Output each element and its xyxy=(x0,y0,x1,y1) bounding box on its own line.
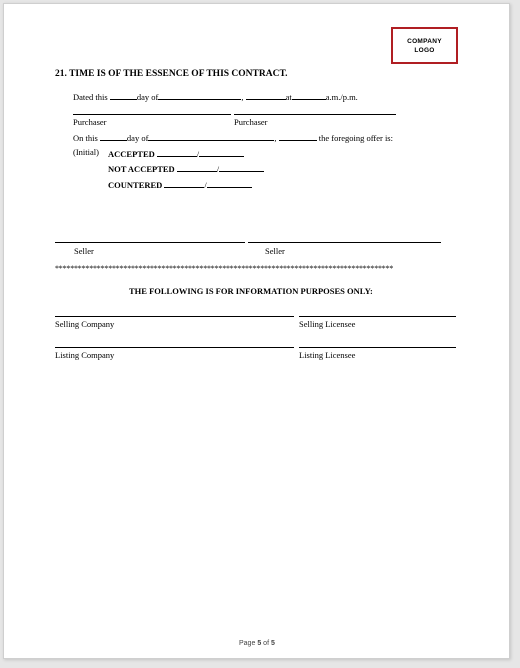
document-page xyxy=(3,3,510,659)
page-label: Page xyxy=(239,640,256,647)
countered-row xyxy=(108,178,252,190)
purchaser-label-1: Purchaser xyxy=(73,117,107,127)
listing-company-line[interactable] xyxy=(55,347,294,348)
not-accepted-row xyxy=(108,162,264,174)
initial-label: (Initial) xyxy=(73,147,99,157)
listing-licensee-label: Listing Licensee xyxy=(299,350,356,360)
seller-label-1: Seller xyxy=(74,246,94,256)
dated-prefix: Dated this xyxy=(73,92,108,102)
purchaser-signature-line-2[interactable] xyxy=(234,114,396,115)
on-this-day-blank[interactable] xyxy=(100,131,127,141)
dated-month-blank[interactable] xyxy=(158,90,244,102)
dated-line xyxy=(73,90,358,102)
not-accepted-slash: / xyxy=(216,164,220,174)
selling-licensee-label: Selling Licensee xyxy=(299,319,356,329)
on-this-comma: , xyxy=(274,133,277,143)
countered-label: COUNTERED xyxy=(108,180,163,190)
countered-initial-1[interactable] xyxy=(164,178,207,190)
page-of: of xyxy=(263,640,270,647)
seller-signature-line-1[interactable] xyxy=(55,242,245,243)
on-this-day-of: day of xyxy=(126,133,149,143)
seller-signature-line-2[interactable] xyxy=(248,242,441,243)
info-heading: THE FOLLOWING IS FOR INFORMATION PURPOSES ONLY: xyxy=(129,286,373,296)
selling-licensee-line[interactable] xyxy=(299,316,456,317)
accepted-slash: / xyxy=(196,149,200,159)
on-this-prefix: On this xyxy=(73,133,98,143)
dated-time-blank[interactable] xyxy=(292,90,326,100)
not-accepted-label: NOT ACCEPTED xyxy=(108,164,175,174)
countered-slash: / xyxy=(204,180,207,190)
star-separator: ***************************************************************************************** xyxy=(55,264,394,273)
dated-year-blank[interactable] xyxy=(246,90,286,100)
not-accepted-initial-2[interactable] xyxy=(216,162,264,174)
listing-company-label: Listing Company xyxy=(55,350,115,360)
seller-label-2: Seller xyxy=(265,246,285,256)
selling-company-label: Selling Company xyxy=(55,319,115,329)
listing-licensee-line[interactable] xyxy=(299,347,456,348)
purchaser-label-2: Purchaser xyxy=(234,117,268,127)
dated-ampm: a.m./p.m. xyxy=(325,92,358,102)
on-this-month-blank[interactable] xyxy=(148,131,277,143)
accepted-initial-1[interactable] xyxy=(157,147,200,159)
on-this-line xyxy=(73,131,393,143)
accepted-label: ACCEPTED xyxy=(108,149,155,159)
page-current: 5 xyxy=(257,640,262,647)
dated-at: at xyxy=(285,92,292,102)
logo-line-1: COMPANY xyxy=(407,37,442,45)
dated-day-blank[interactable] xyxy=(110,90,137,100)
accepted-initial-2[interactable] xyxy=(196,147,244,159)
purchaser-signature-line-1[interactable] xyxy=(73,114,231,115)
countered-initial-2[interactable] xyxy=(207,178,252,188)
on-this-year-blank[interactable] xyxy=(279,131,317,141)
on-this-suffix: the foregoing offer is: xyxy=(318,133,393,143)
clause-heading: 21. TIME IS OF THE ESSENCE OF THIS CONTRACT. xyxy=(55,69,288,79)
page-total: 5 xyxy=(270,640,275,647)
logo-line-2: LOGO xyxy=(414,46,435,54)
dated-comma: , xyxy=(241,92,244,102)
not-accepted-initial-1[interactable] xyxy=(177,162,220,174)
selling-company-line[interactable] xyxy=(55,316,294,317)
accepted-row xyxy=(108,147,244,159)
dated-day-of: day of xyxy=(136,92,159,102)
company-logo xyxy=(391,27,458,64)
page-number xyxy=(239,640,275,647)
